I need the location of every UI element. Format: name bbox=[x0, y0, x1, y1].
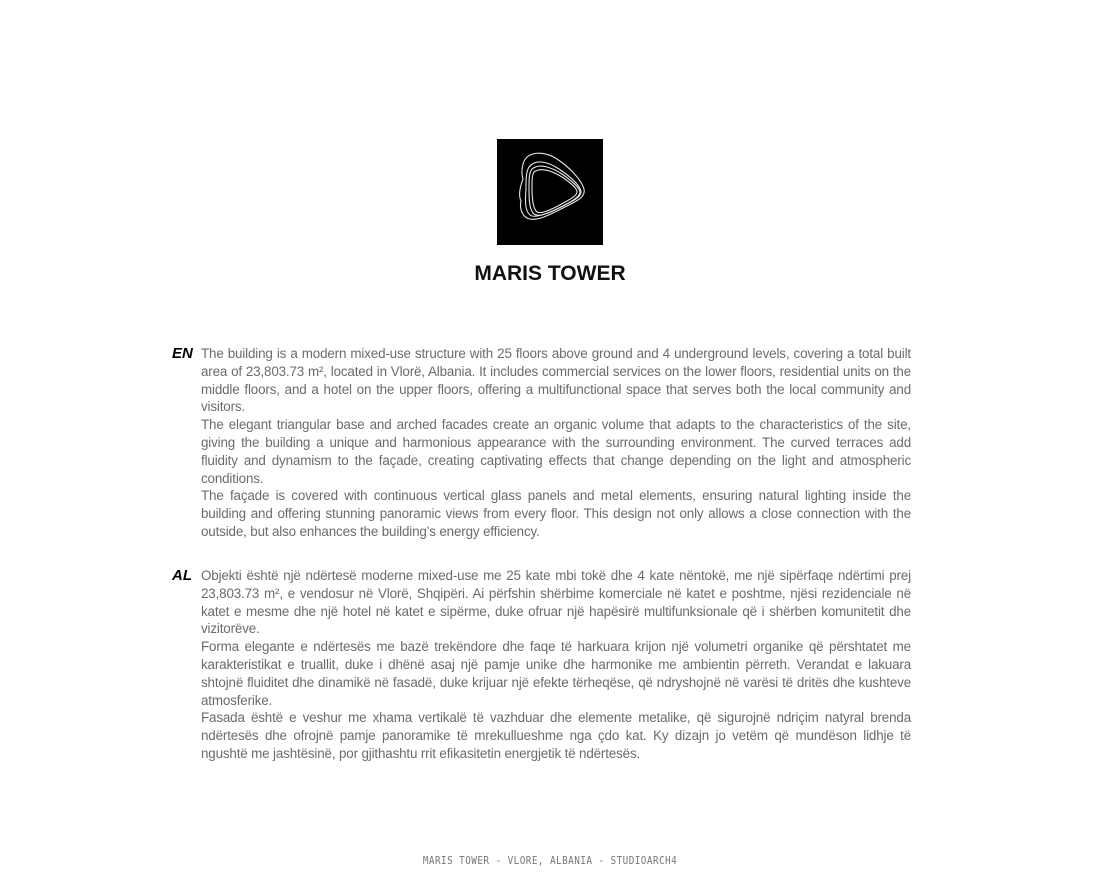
language-label-en: EN bbox=[172, 345, 193, 362]
paragraph: The elegant triangular base and arched facades create an organic volume that adapts to the characteristics of the site, giving the building a unique and harmonious appearance with the surrounding environment. The curved terraces add fluidity and dynamism to the façade, creating captivating effects that change depending on the light and atmospheric conditions. bbox=[201, 417, 911, 486]
paragraph: The building is a modern mixed-use structure with 25 floors above ground and 4 underground levels, covering a total built area of 23,803.73 m², located in Vlorë, Albania. It includes commercial services on the lower floors, residential units on the middle floors, and a hotel on the upper floors, offering a multifunctional space that serves both the local community and visitors. bbox=[201, 346, 911, 415]
paragraph: Forma elegante e ndërtesës me bazë trekëndore dhe faqe të harkuara krijon një volumetri organike që përshtatet me karakteristikat e truallit, duke i dhënë asaj një pamje unike dhe harmonike me ambientin përreth. Verandat e lakuara shtojnë fluiditet dhe dinamikë në fasadë, duke krijuar një efekte tërheqëse, që ndryshojnë në varësi të dritës dhe kushteve atmosferike. bbox=[201, 639, 911, 708]
section-body-al bbox=[201, 567, 911, 763]
maris-tower-logo bbox=[497, 139, 603, 245]
page-footer: MARIS TOWER - VLORE, ALBANIA - STUDIOARCH4 bbox=[422, 854, 678, 867]
language-label-al: AL bbox=[172, 567, 192, 584]
triangle-logo-icon bbox=[497, 139, 603, 245]
section-body-en bbox=[201, 345, 911, 541]
paragraph: The façade is covered with continuous vertical glass panels and metal elements, ensuring natural lighting inside the building and offering stunning panoramic views from every floor. This design not only allows a close connection with the outside, but also enhances the building’s energy efficiency. bbox=[201, 488, 911, 539]
paragraph: Objekti është një ndërtesë moderne mixed-use me 25 kate mbi tokë dhe 4 kate nëntokë, me një sipërfaqe ndërtimi prej 23,803.73 m², e vendosur në Vlorë, Shqipëri. Ai përfshin shërbime komerciale në katet e poshtme, njësi rezidenciale në katet e mesme dhe një hotel në katet e sipërme, duke ofruar një hapësirë multifunksionale që i shërben komunitetit dhe vizitorëve. bbox=[201, 568, 911, 637]
paragraph: Fasada është e veshur me xhama vertikalë të vazhduar dhe elemente metalike, që sigurojnë ndriçim natyral brenda ndërtesës dhe ofrojnë pamje panoramike të mrekullueshme nga çdo kat. Ky dizajn jo vetëm që mundëson lidhje të ngushtë me jashtësinë, por gjithashtu rrit efikasitetin energjetik të ndërtesës. bbox=[201, 710, 911, 761]
page-title: MARIS TOWER bbox=[474, 262, 626, 285]
